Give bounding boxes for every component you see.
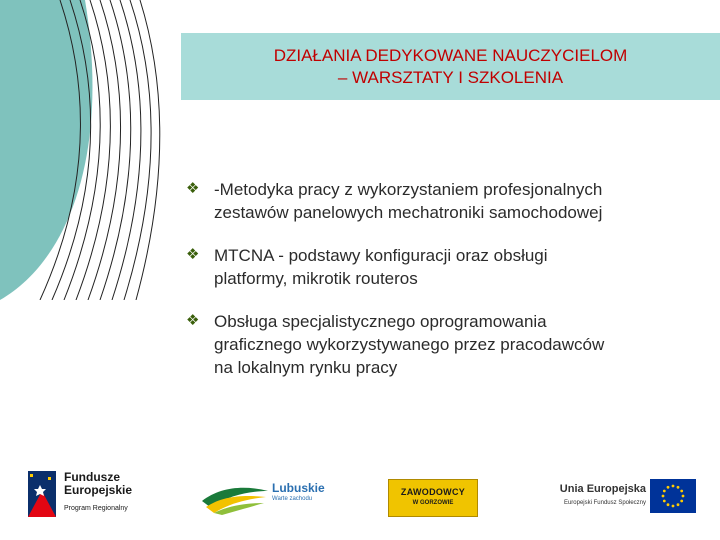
eu-flag-icon: [650, 479, 696, 513]
diamond-bullet-icon: ❖: [186, 312, 200, 329]
zawodowcy-logo: [388, 479, 478, 517]
fundusze-emblem-icon: [28, 471, 58, 517]
lubuskie-waves-icon: [200, 481, 270, 515]
title-banner: [181, 33, 720, 100]
list-item: [186, 310, 706, 379]
list-item-text: MTCNA - podstawy konfiguracji oraz obsługi platformy, mikrotik routeros: [214, 246, 548, 288]
lubuskie-name: Lubuskie: [272, 481, 325, 495]
fundusze-line-2: Europejskie: [64, 483, 133, 497]
fundusze-line-1: Fundusze: [64, 470, 120, 484]
title-line-2: – WARSZTATY I SZKOLENIA: [337, 67, 564, 87]
fundusze-line-3: Program Regionalny: [64, 505, 128, 512]
unia-line-2: Europejski Fundusz Społeczny: [563, 500, 646, 506]
zawodowcy-line-2: W GORZOWIE: [412, 500, 454, 506]
logo-bar: [0, 465, 720, 530]
unia-europejska-logo: [536, 479, 696, 519]
decorative-arcs: [0, 0, 170, 300]
lubuskie-tagline: Warte zachodu: [272, 496, 313, 502]
diamond-bullet-icon: ❖: [186, 246, 200, 263]
list-item-text: -Metodyka pracy z wykorzystaniem profesjonalnych zestawów panelowych mechatroniki samochodowej: [214, 180, 603, 222]
bullet-list: [186, 178, 706, 399]
list-item-text: Obsługa specjalistycznego oprogramowania graficznego wykorzystywanego przez pracodawców na lokalnym rynku pracy: [214, 312, 605, 377]
title-line-1: DZIAŁANIA DEDYKOWANE NAUCZYCIELOM: [273, 45, 628, 65]
fundusze-europejskie-logo: [28, 469, 148, 521]
list-item: [186, 244, 706, 290]
zawodowcy-line-1: ZAWODOWCY: [400, 487, 466, 497]
list-item: [186, 178, 706, 224]
diamond-bullet-icon: ❖: [186, 180, 200, 197]
unia-line-1: Unia Europejska: [559, 483, 646, 495]
lubuskie-logo: [200, 475, 330, 519]
